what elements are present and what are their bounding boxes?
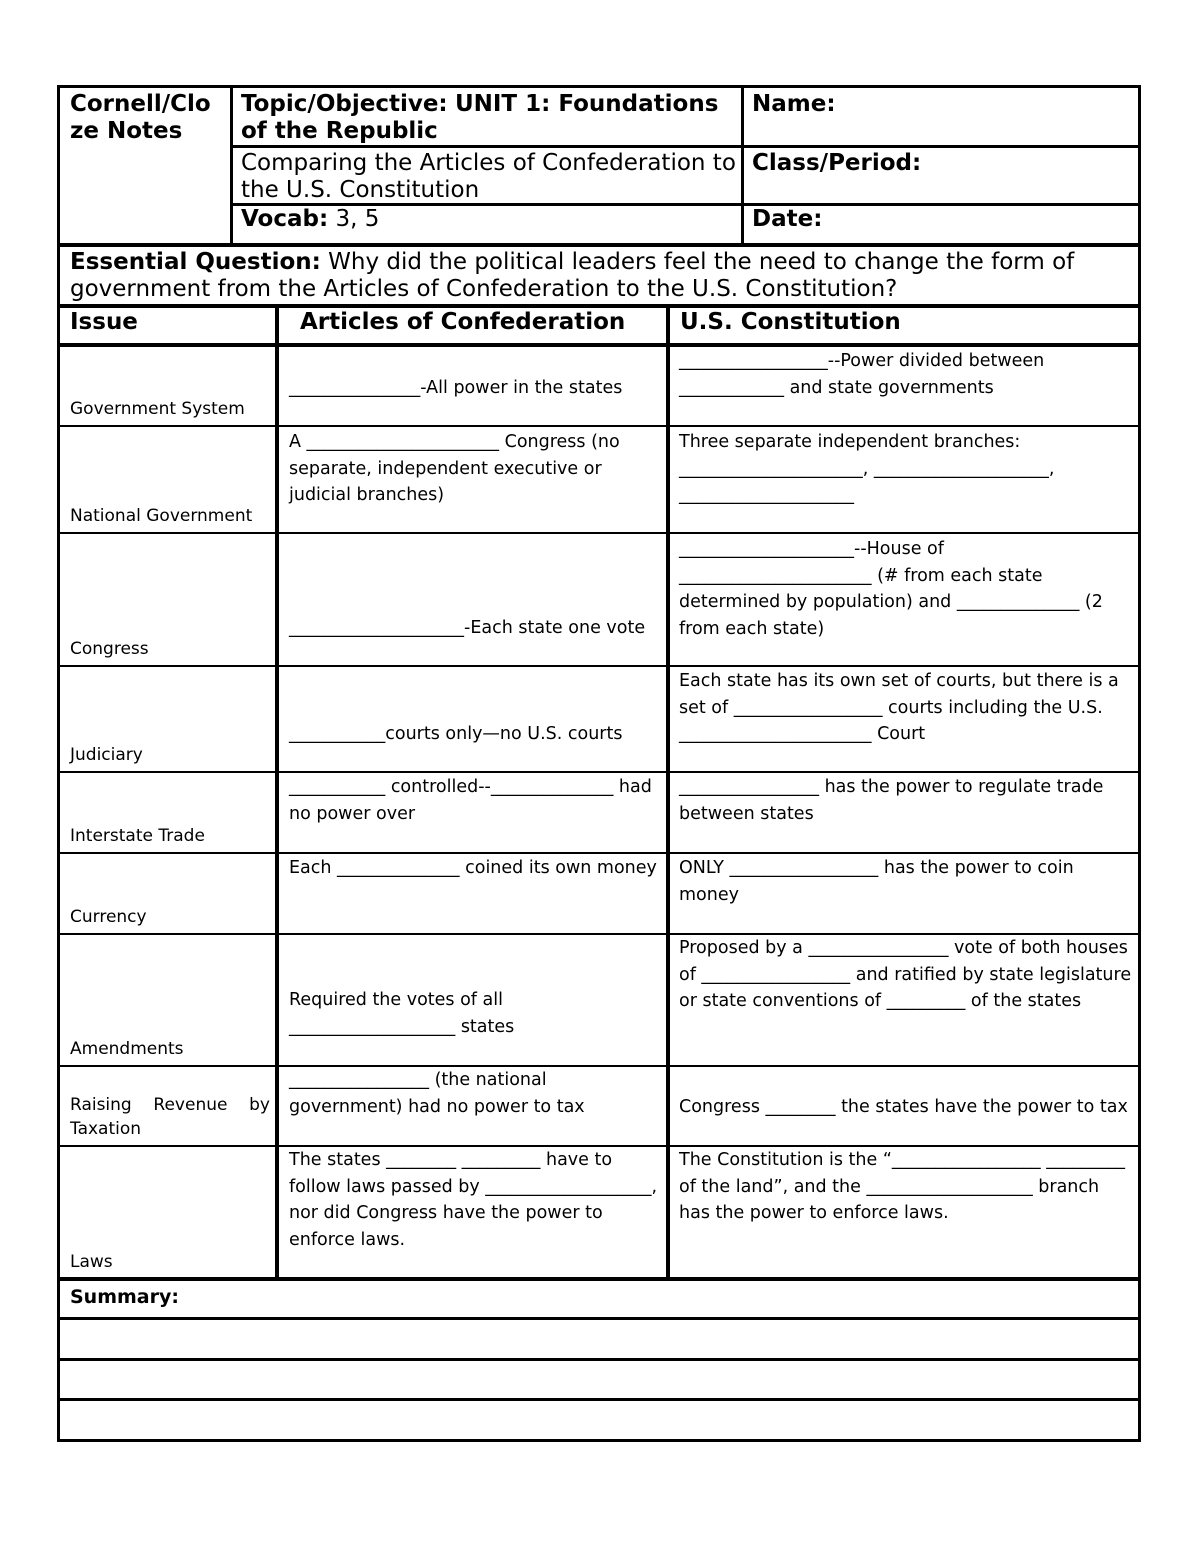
- essential-question-text: Why did the political leaders feel the need to change the form of government from the Articles of Confederation to the U.S. Constitution?: [70, 249, 1075, 302]
- table-row: [60, 346, 275, 425]
- table-row: [60, 935, 275, 1065]
- topic-objective: [241, 91, 736, 145]
- constitution-cell: Proposed by a ________________ vote of both houses of _________________ and ratified by state legislature or state conventions of _________ of the states: [679, 938, 1132, 1011]
- table-row: [60, 667, 275, 771]
- topic-label: Topic/Objective:: [241, 91, 448, 117]
- issue-label: Amendments: [70, 1039, 184, 1059]
- summary-line[interactable]: [60, 1317, 1138, 1320]
- table-row: [60, 773, 275, 852]
- issue-label: Judiciary: [70, 745, 143, 765]
- articles-cell: Each ______________ coined its own money: [289, 858, 657, 878]
- constitution-cell: ONLY _________________ has the power to coin money: [679, 858, 1074, 905]
- table-row: [60, 1067, 275, 1145]
- table-row: [60, 854, 275, 933]
- notes-type-label: Cornell/Clo ze Notes: [70, 91, 211, 144]
- column-header-issue: Issue: [70, 309, 138, 335]
- vocab-label: Vocab:: [241, 206, 329, 232]
- class-period-field[interactable]: Class/Period:: [752, 150, 922, 176]
- header-divider-left: [230, 88, 233, 245]
- table-row: [60, 1147, 275, 1278]
- header-divider-right: [741, 88, 744, 245]
- constitution-cell: _________________--Power divided between ____________ and state governments: [679, 351, 1045, 398]
- constitution-cell: Congress ________ the states have the power to tax: [679, 1097, 1128, 1117]
- table-row: [60, 427, 275, 532]
- summary-label: Summary:: [70, 1286, 179, 1308]
- eq-bottom-rule: [60, 304, 1138, 308]
- articles-cell: ___________ controlled--______________ had no power over: [289, 777, 652, 824]
- column-header-constitution: U.S. Constitution: [680, 309, 901, 335]
- table-divider-1: [275, 306, 279, 1280]
- articles-cell: ____________________-Each state one vote: [289, 618, 646, 638]
- articles-cell: ___________courts only—no U.S. courts: [289, 724, 623, 744]
- topic-value: UNIT 1: Foundations of the Republic: [241, 91, 719, 144]
- summary-line[interactable]: [60, 1398, 1138, 1401]
- constitution-cell: Three separate independent branches: _____________________, ____________________, ____________________: [679, 432, 1055, 505]
- table-divider-2: [666, 306, 670, 1280]
- subtopic: Comparing the Articles of Confederation to the U.S. Constitution: [241, 150, 736, 203]
- constitution-cell: Each state has its own set of courts, but there is a set of _________________ courts including the U.S. ______________________ Court: [679, 671, 1119, 744]
- essential-question-label: Essential Question:: [70, 249, 321, 275]
- issue-label: Interstate Trade: [70, 826, 205, 846]
- articles-cell: ________________ (the national government) had no power to tax: [289, 1070, 585, 1117]
- constitution-cell: ____________________--House of ______________________ (# from each state determined by population) and ______________ (2 from each state): [679, 539, 1103, 639]
- date-field[interactable]: Date:: [752, 206, 823, 232]
- issue-label: Raising Revenue by Taxation: [70, 1095, 270, 1139]
- vocab-value: 3, 5: [328, 206, 380, 232]
- name-field[interactable]: Name:: [752, 91, 836, 117]
- issue-label: Congress: [70, 639, 149, 659]
- vocab: [241, 206, 736, 233]
- issue-label: National Government: [70, 506, 253, 526]
- issue-label: Government System: [70, 399, 245, 419]
- issue-label: Laws: [70, 1252, 113, 1272]
- cornell-notes-sheet: [57, 85, 1141, 1442]
- issue-label: Currency: [70, 907, 147, 927]
- header-rule-1: [230, 145, 1138, 148]
- constitution-cell: The Constitution is the “_________________ _________ of the land”, and the ___________________ branch has the power to enforce laws.: [679, 1150, 1125, 1223]
- summary-line[interactable]: [60, 1358, 1138, 1361]
- constitution-cell: ________________ has the power to regulate trade between states: [679, 777, 1104, 824]
- essential-question: [70, 249, 1130, 303]
- table-bottom-rule: [60, 1277, 1138, 1281]
- articles-cell: A ______________________ Congress (no separate, independent executive or judicial branches): [289, 432, 620, 505]
- articles-cell: Required the votes of all ___________________ states: [289, 990, 515, 1037]
- articles-cell: _______________-All power in the states: [289, 378, 623, 398]
- column-header-articles: Articles of Confederation: [300, 309, 626, 335]
- header-bottom-rule: [60, 243, 1138, 247]
- articles-cell: The states ________ _________ have to follow laws passed by ___________________, nor did Congress have the power to enforce laws.: [289, 1150, 658, 1250]
- table-row: [60, 534, 275, 665]
